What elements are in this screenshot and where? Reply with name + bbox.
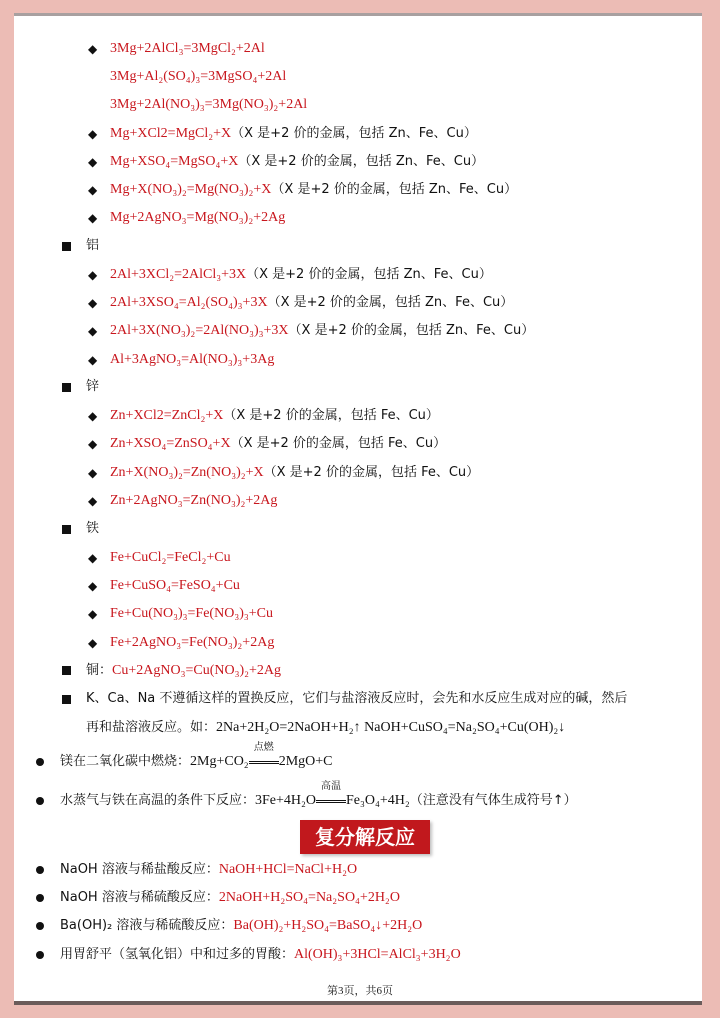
equation-note: （X 是+2 价的金属，包括 Fe、Cu）: [223, 408, 439, 423]
equation: Zn+XSO₄=ZnSO₄+X: [110, 436, 231, 451]
copper-label: 铜：: [86, 663, 113, 678]
round-bullet: [36, 894, 44, 902]
reaction-condition: [316, 781, 346, 811]
square-bullet: [62, 525, 71, 534]
equation-note: （X 是+2 价的金属，包括 Zn、Fe、Cu）: [271, 182, 518, 197]
equation-line: [110, 463, 479, 483]
equation-note: （注意没有气体生成符号↑）: [409, 793, 577, 808]
equation: Mg+XCl2=MgCl₂+X: [110, 126, 232, 141]
diamond-bullet: ◆: [88, 296, 98, 310]
section-heading: 复分解反应: [300, 820, 430, 854]
square-bullet: [62, 242, 71, 251]
diamond-bullet: ◆: [88, 409, 98, 423]
equation: 3Mg+Al₂(SO₄)₃=3MgSO₄+2Al: [110, 69, 287, 84]
diamond-bullet: ◆: [88, 268, 98, 282]
statement-text: 镁在二氧化碳中燃烧：: [60, 754, 191, 769]
equation: Fe+2AgNO₃=Fe(NO₃)₂+2Ag: [110, 635, 275, 650]
equation: Cu+2AgNO₃=Cu(NO₃)₂+2Ag: [112, 663, 282, 678]
diamond-bullet: ◆: [88, 183, 98, 197]
equation: Zn+XCl2=ZnCl₂+X: [110, 408, 224, 423]
kcana-text-line2: [86, 718, 565, 738]
equation: Mg+X(NO₃)₂=Mg(NO₃)₂+X: [110, 182, 272, 197]
equation: Zn+X(NO₃)₂=Zn(NO₃)₂+X: [110, 465, 264, 480]
equation-note: （X 是+2 价的金属，包括 Fe、Cu）: [263, 465, 480, 480]
kcana-text: 再和盐溶液反应。如：: [86, 720, 217, 735]
kcana-text-line1: K、Ca、Na 不遵循这样的置换反应，它们与盐溶液反应时，会先和水反应生成对应的碱，然后: [86, 691, 628, 706]
mg-co2-line: [60, 742, 333, 772]
condition-label: 点燃: [253, 742, 274, 753]
diamond-bullet: ◆: [88, 127, 98, 141]
diamond-bullet: ◆: [88, 636, 98, 650]
equation: Zn+2AgNO₃=Zn(NO₃)₂+2Ag: [110, 493, 278, 508]
equation: 3Mg+2Al(NO₃)₃=3Mg(NO₃)₂+2Al: [110, 97, 308, 112]
page-bottom-border: [14, 1001, 702, 1005]
equation-left: 2Mg+CO₂: [190, 754, 249, 769]
equation-note: （X 是+2 价的金属，包括 Zn、Fe、Cu）: [238, 154, 485, 169]
section-label-aluminum: 铝: [86, 238, 100, 253]
equation: Mg+XSO₄=MgSO₄+X: [110, 154, 239, 169]
equation-left: 3Fe+4H₂O: [255, 793, 317, 808]
condition-label: 高温: [321, 781, 342, 792]
reaction-condition: [249, 742, 279, 772]
diamond-bullet: ◆: [88, 466, 98, 480]
statement-text: NaOH 溶液与稀盐酸反应：: [60, 862, 219, 877]
equation-line: [110, 152, 484, 172]
equation: Fe+CuCl₂=FeCl₂+Cu: [110, 550, 231, 565]
equals-bar: [249, 761, 279, 764]
equation-note: （X 是+2 价的金属，包括 Zn、Fe、Cu）: [246, 267, 492, 282]
square-bullet: [62, 695, 71, 704]
reaction-line: [60, 888, 400, 908]
equation-right: Fe₃O₄+4H₂: [346, 793, 410, 808]
square-bullet: [62, 666, 71, 675]
equation: NaOH+HCl=NaCl+H₂O: [218, 862, 358, 877]
round-bullet: [36, 758, 44, 766]
steam-line: [60, 781, 577, 811]
equation-note: （X 是+2 价的金属，包括 Zn、Fe、Cu）: [231, 126, 477, 141]
equation: 2NaOH+H₂SO₄=Na₂SO₄+2H₂O: [218, 890, 400, 905]
square-bullet: [62, 383, 71, 392]
equation-line: [110, 406, 439, 426]
page-number: 第3页，共6页: [327, 985, 393, 997]
round-bullet: [36, 922, 44, 930]
equation-right: 2MgO+C: [278, 754, 333, 769]
round-bullet: [36, 797, 44, 805]
diamond-bullet: ◆: [88, 211, 98, 225]
statement-text: 用胃舒平（氢氧化铝）中和过多的胃酸：: [60, 947, 295, 962]
equation: 2Al+3X(NO₃)₂=2Al(NO₃)₃+3X: [110, 323, 289, 338]
equals-bar: [316, 800, 346, 803]
equation: Fe+Cu(NO₃)₃=Fe(NO₃)₃+Cu: [110, 606, 273, 621]
reaction-line: [60, 916, 422, 936]
diamond-bullet: ◆: [88, 494, 98, 508]
statement-text: 水蒸气与铁在高温的条件下反应：: [60, 793, 256, 808]
section-label-zinc: 锌: [86, 379, 100, 394]
equation: Ba(OH)₂+H₂SO₄=BaSO₄↓+2H₂O: [233, 918, 423, 933]
equation-note: （X 是+2 价的金属，包括 Zn、Fe、Cu）: [267, 295, 514, 310]
equation-line: [110, 265, 492, 285]
equation: Al(OH)₃+3HCl=AlCl₃+3H₂O: [294, 947, 461, 962]
equation: Mg+2AgNO₃=Mg(NO₃)₂+2Ag: [110, 210, 286, 225]
diamond-bullet: ◆: [88, 607, 98, 621]
round-bullet: [36, 951, 44, 959]
reaction-line: [60, 945, 461, 965]
equation: 2Al+3XSO₄=Al₂(SO₄)₃+3X: [110, 295, 268, 310]
equation-note: （X 是+2 价的金属，包括 Zn、Fe、Cu）: [288, 323, 535, 338]
equation-line: [110, 434, 446, 454]
equation-line: [110, 321, 534, 341]
diamond-bullet: ◆: [88, 155, 98, 169]
statement-text: Ba(OH)₂ 溶液与稀硫酸反应：: [60, 918, 234, 933]
equation-line: [110, 124, 477, 144]
diamond-bullet: ◆: [88, 551, 98, 565]
equation: 2Na+2H₂O=2NaOH+H₂↑ NaOH+CuSO₄=Na₂SO₄+Cu(OH)₂↓: [216, 720, 566, 735]
section-label-iron: 铁: [86, 521, 100, 536]
equation-line: [110, 180, 517, 200]
equation: 3Mg+2AlCl₃=3MgCl₂+2Al: [110, 41, 265, 56]
statement-text: NaOH 溶液与稀硫酸反应：: [60, 890, 219, 905]
diamond-bullet: ◆: [88, 579, 98, 593]
round-bullet: [36, 866, 44, 874]
equation: Fe+CuSO₄=FeSO₄+Cu: [110, 578, 240, 593]
diamond-bullet: ◆: [88, 324, 98, 338]
equation-note: （X 是+2 价的金属，包括 Fe、Cu）: [230, 436, 447, 451]
equation: Al+3AgNO₃=Al(NO₃)₃+3Ag: [110, 352, 275, 367]
reaction-line: [60, 860, 357, 880]
equation-line: [110, 293, 513, 313]
copper-line: [86, 661, 281, 681]
diamond-bullet: ◆: [88, 437, 98, 451]
diamond-bullet: ◆: [88, 353, 98, 367]
diamond-bullet: ◆: [88, 42, 98, 56]
equation: 2Al+3XCl₂=2AlCl₃+3X: [110, 267, 247, 282]
